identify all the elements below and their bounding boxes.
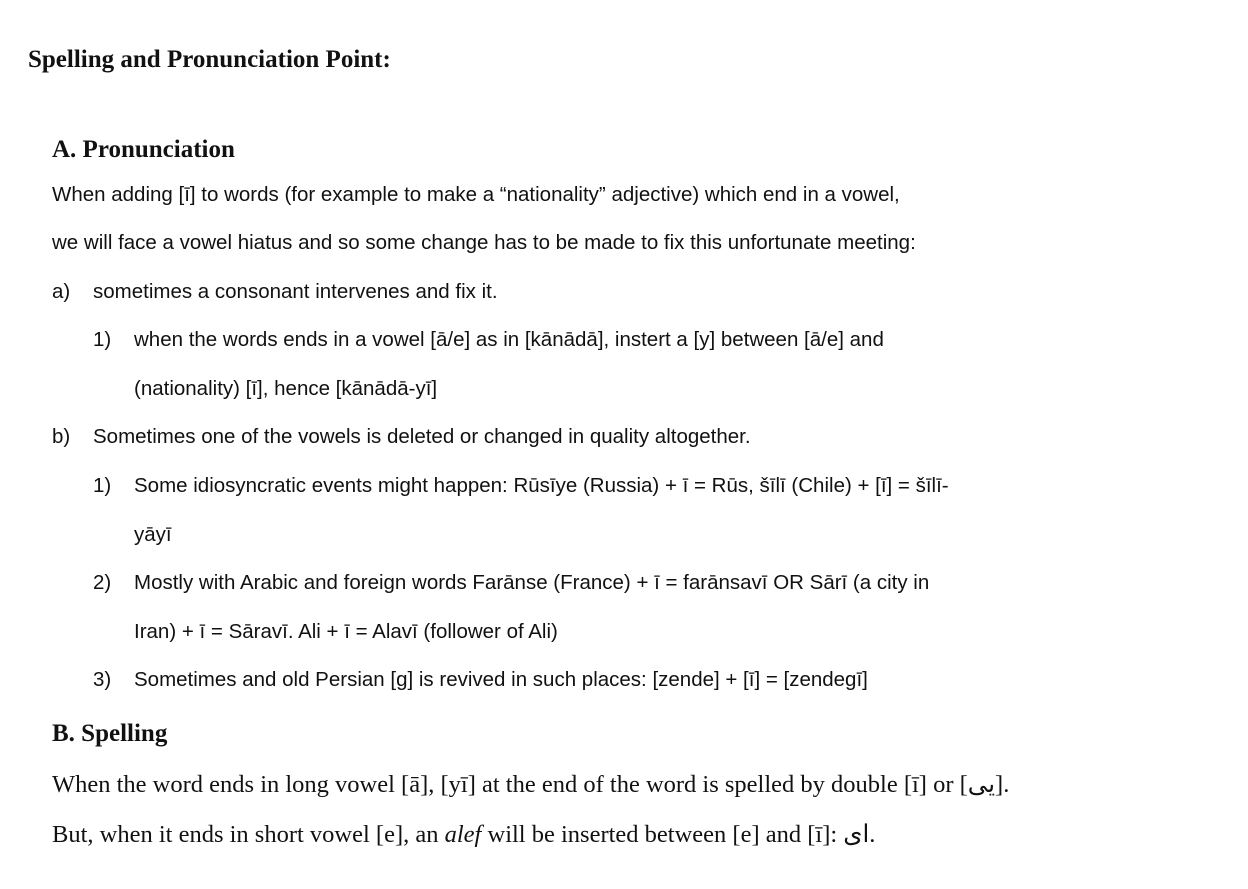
list-item-continuation: yāyī bbox=[134, 523, 172, 546]
paragraph-line: When adding [ī] to words (for example to make a “nationality” adjective) which end in a vowel, bbox=[52, 183, 900, 206]
paragraph-line: we will face a vowel hiatus and so some change has to be made to fix this unfortunate meeting: bbox=[52, 231, 916, 254]
section-a-heading: A. Pronunciation bbox=[52, 136, 235, 163]
list-marker: 1) bbox=[93, 328, 112, 351]
list-item: sometimes a consonant intervenes and fix it. bbox=[93, 280, 498, 303]
text: will be inserted between [e] and [ī]: ای. bbox=[481, 821, 876, 848]
paragraph-line: When the word ends in long vowel [ā], [yī] at the end of the word is spelled by double [ī] or [یی]. bbox=[52, 771, 1010, 798]
list-item: Sometimes and old Persian [g] is revived in such places: [zende] + [ī] = [zendegī] bbox=[134, 668, 868, 691]
list-marker: 1) bbox=[93, 474, 112, 497]
list-item: Sometimes one of the vowels is deleted or changed in quality altogether. bbox=[93, 425, 751, 448]
section-b-heading: B. Spelling bbox=[52, 720, 168, 747]
list-marker: 2) bbox=[93, 571, 112, 594]
list-item: when the words ends in a vowel [ā/e] as in [kānādā], instert a [y] between [ā/e] and bbox=[134, 328, 884, 351]
text: But, when it ends in short vowel [e], an bbox=[52, 821, 445, 848]
list-marker: 3) bbox=[93, 668, 112, 691]
document-title: Spelling and Pronunciation Point: bbox=[28, 46, 391, 73]
paragraph-line bbox=[52, 820, 875, 850]
list-item-continuation: Iran) + ī = Sāravī. Ali + ī = Alavī (follower of Ali) bbox=[134, 620, 558, 643]
list-item: Mostly with Arabic and foreign words Farānse (France) + ī = farānsavī OR Sārī (a city in bbox=[134, 571, 930, 594]
list-item-continuation: (nationality) [ī], hence [kānādā-yī] bbox=[134, 377, 438, 400]
italic-term: alef bbox=[444, 821, 482, 848]
list-item: Some idiosyncratic events might happen: Rūsīye (Russia) + ī = Rūs, šīlī (Chile) + [ī] = šīlī- bbox=[134, 474, 949, 497]
list-marker: a) bbox=[52, 280, 71, 303]
list-marker: b) bbox=[52, 425, 71, 448]
